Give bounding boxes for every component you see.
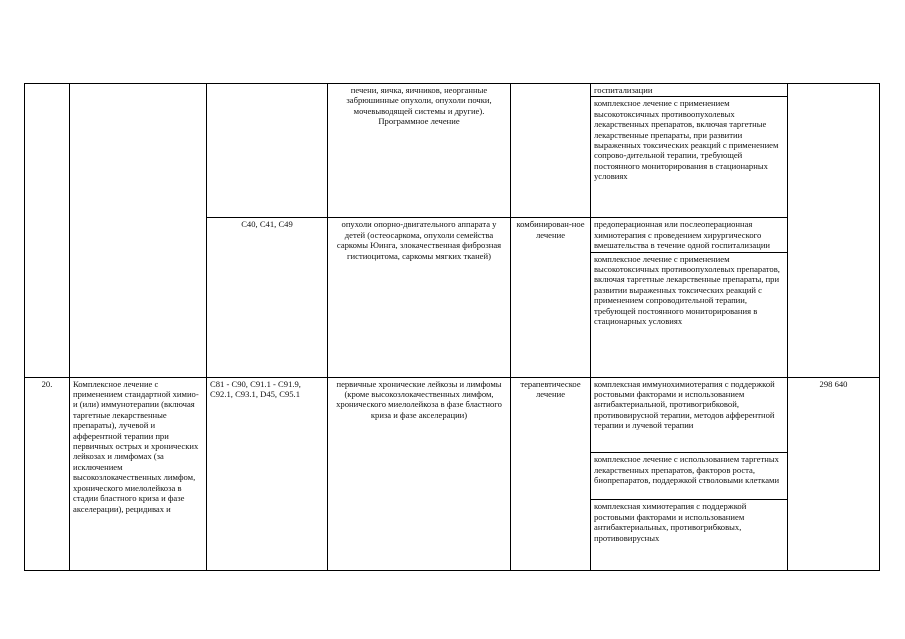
treatment-type: терапевтическое лечение <box>520 378 581 400</box>
icd-codes: C81 - C90, C91.1 - C91.9, C92.1, C93.1, D45, C95.1 <box>210 378 301 400</box>
method-text: госпитализации <box>594 85 653 95</box>
row-number: 20. <box>41 378 53 389</box>
table-row <box>25 84 880 97</box>
icd-codes: C40, C41, C49 <box>241 219 293 230</box>
icd-code-cell <box>207 377 328 570</box>
table-row <box>25 377 880 453</box>
method-group-name: Комплексное лечение с применением стандартной химио- и (или) иммунотерапии (включая таргетные лекарственные препараты), лучевой и афферентной терапии при первичных острых и хронических лейкозах и лимфомах (за исключением высокозлокачественных лимфом, хронического миелолейкоза в стадии бластного криза и фазе акселерации), рецидивах и <box>73 378 199 514</box>
disease-cell <box>328 377 511 570</box>
method-cell <box>591 453 788 500</box>
method-text: комплексная химиотерапия с поддержкой ростовыми факторами и использованием антибактериальных, противогрибковых, противовирусных <box>594 501 747 543</box>
method-text: предоперационная или послеоперационная химиотерапия с проведением хирургического вмешательства в течение одной госпитализации <box>594 219 771 251</box>
method-group-cell <box>70 377 207 570</box>
method-cell <box>591 500 788 570</box>
method-text: комплексное лечение с применением высокотоксичных противоопухолевых препаратов, включая таргетные лекарственные препараты, при развитии выраженных токсических реакций с применением сопроводительной терапии, требующей постоянного мониторирования в стационарных условиях <box>594 253 780 327</box>
icd-code-cell <box>207 218 328 377</box>
row-number-cell <box>25 84 70 378</box>
disease-text: опухоли опорно-двигательного аппарата у детей (остеосаркома, опухоли семейства саркомы Юинга, злокачественная фиброзная гистиоцитома, саркомы мягких тканей) <box>336 219 502 261</box>
disease-text: первичные хронические лейкозы и лимфомы (кроме высокозлокачественных лимфом, хронического миелолейкоза в фазе бластного криза и фазе акселерации) <box>336 378 502 420</box>
cost-cell <box>788 84 880 378</box>
cost-value: 298 640 <box>819 378 848 389</box>
row-number-cell <box>25 377 70 570</box>
method-cell <box>591 377 788 453</box>
method-text: комплексное лечение с применением высокотоксичных противоопухолевых лекарственных препаратов, включая таргетные лекарственные препараты, при развитии выраженных токсических реакций с применением сопрово-дительной терапии, требующей постоянного мониторирования в стационарных условиях <box>594 98 779 182</box>
treatment-type-cell <box>511 218 591 377</box>
method-cell <box>591 218 788 252</box>
treatment-type-cell <box>511 84 591 218</box>
cost-cell <box>788 377 880 570</box>
disease-text: печени, яичка, яичников, неорганные забрюшинные опухоли, опухоли почки, мочевыводящей системы и другие). Программное лечение <box>346 85 492 127</box>
treatment-type-cell <box>511 377 591 570</box>
icd-code-cell <box>207 84 328 218</box>
method-group-cell <box>70 84 207 378</box>
method-text: комплексное лечение с использованием таргетных лекарственных препаратов, факторов роста, биопрепаратов, поддержкой стволовыми клетками <box>594 454 780 486</box>
treatment-type: комбинирован-ное лечение <box>516 219 585 240</box>
method-cell <box>591 252 788 377</box>
disease-cell <box>328 84 511 218</box>
method-cell <box>591 97 788 218</box>
method-cell <box>591 84 788 97</box>
treatment-table <box>24 83 880 571</box>
method-text: комплексная иммунохимиотерапия с поддержкой ростовыми факторами и использованием антибактериальной, противогрибковой, противовирусной терапии, методов афферентной терапии и лучевой терапии <box>594 378 775 431</box>
disease-cell <box>328 218 511 377</box>
